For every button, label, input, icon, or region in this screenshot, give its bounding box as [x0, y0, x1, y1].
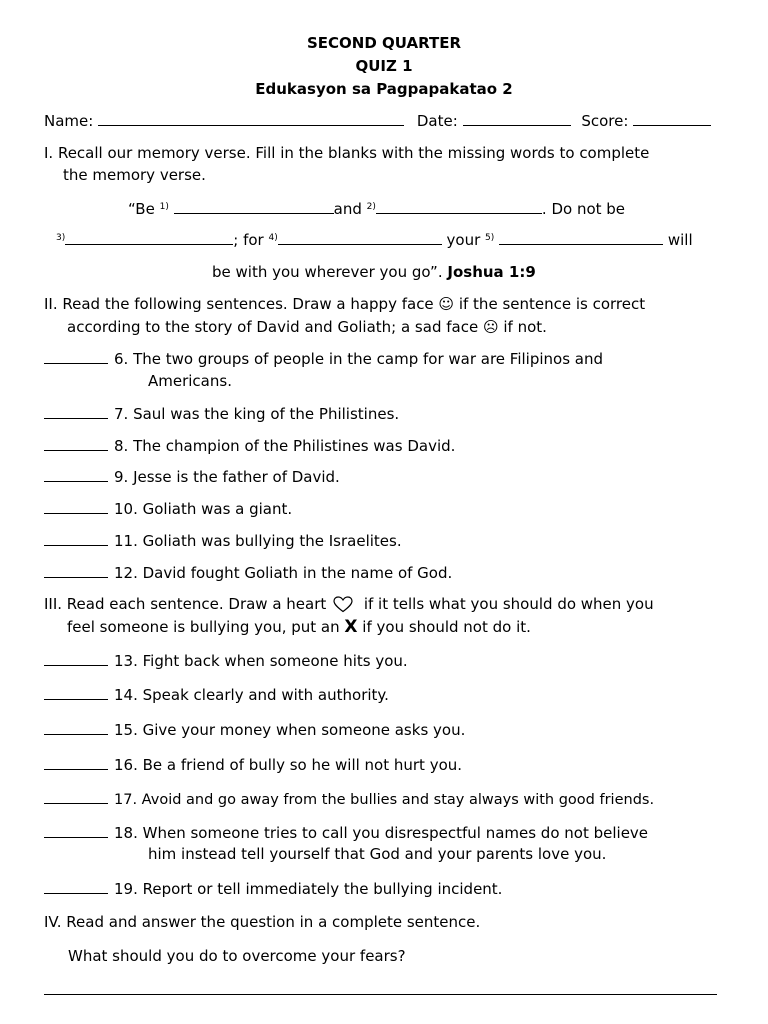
list-item: 9. Jesse is the father of David.	[44, 467, 340, 486]
date-label: Date:	[416, 112, 458, 130]
list-item: 13. Fight back when someone hits you.	[44, 651, 408, 670]
answer-blank[interactable]	[44, 789, 108, 804]
answer-blank[interactable]	[44, 563, 108, 578]
name-label: Name:	[44, 112, 94, 130]
list-item-cont: him instead tell yourself that God and your parents love you.	[148, 845, 607, 863]
part2-instruction-cont: according to the story of David and Goliath; a sad face ☹ if not.	[67, 318, 547, 336]
list-item: 8. The champion of the Philistines was David.	[44, 436, 455, 455]
answer-blank[interactable]	[44, 467, 108, 482]
list-item: 18. When someone tries to call you disrespectful names do not believe	[44, 823, 648, 842]
verse-blank-5[interactable]	[499, 230, 663, 245]
verse-blank-4[interactable]	[278, 230, 442, 245]
x-mark: X	[344, 617, 358, 637]
blank-number-2: 2)	[366, 202, 376, 212]
score-blank[interactable]	[633, 111, 711, 126]
part2-instruction: II. Read the following sentences. Draw a happy face ☺ if the sentence is correct	[44, 295, 646, 313]
part3-instruction: III. Read each sentence. Draw a heart if it tells what you should do when you	[44, 595, 654, 613]
list-item: 12. David fought Goliath in the name of God.	[44, 563, 452, 582]
part1-instruction-cont: the memory verse.	[63, 166, 206, 184]
quiz-title: QUIZ 1	[355, 57, 413, 75]
answer-blank[interactable]	[44, 531, 108, 546]
answer-blank[interactable]	[44, 823, 108, 838]
blank-number-1: 1)	[159, 202, 169, 212]
blank-number-4: 4)	[268, 233, 278, 243]
blank-number-5: 5)	[485, 233, 495, 243]
verse-line-2: $^{3)}$ ; for $^{4)}$ your $^{5)}$ will	[56, 231, 693, 249]
quarter-title: SECOND QUARTER	[306, 34, 462, 52]
name-blank[interactable]	[98, 111, 404, 126]
list-item: 6. The two groups of people in the camp for war are Filipinos and	[44, 349, 603, 368]
answer-blank[interactable]	[44, 685, 108, 700]
answer-blank[interactable]	[44, 349, 108, 364]
info-line	[44, 111, 711, 130]
score-label: Score:	[581, 112, 629, 130]
heart-icon	[333, 596, 353, 613]
answer-blank[interactable]	[44, 651, 108, 666]
list-item: 7. Saul was the king of the Philistines.	[44, 404, 399, 423]
blank-number-3: 3)	[56, 233, 66, 243]
list-item: 15. Give your money when someone asks you.	[44, 720, 465, 739]
subject-title: Edukasyon sa Pagpapakatao 2	[255, 80, 513, 98]
answer-blank[interactable]	[44, 879, 108, 894]
answer-blank[interactable]	[44, 499, 108, 514]
verse-line-1: “Be $^{1)}$ and $^{2)}$ . Do not be	[128, 200, 626, 218]
verse-blank-1[interactable]	[174, 199, 334, 214]
list-item: 10. Goliath was a giant.	[44, 499, 292, 518]
list-item: 11. Goliath was bullying the Israelites.	[44, 531, 402, 550]
answer-line[interactable]	[44, 994, 717, 995]
list-item: 14. Speak clearly and with authority.	[44, 685, 389, 704]
verse-blank-3[interactable]	[65, 230, 233, 245]
list-item: 16. Be a friend of bully so he will not hurt you.	[44, 755, 462, 774]
verse-blank-2[interactable]	[376, 199, 542, 214]
date-blank[interactable]	[463, 111, 571, 126]
part4-instruction: IV. Read and answer the question in a complete sentence.	[44, 913, 481, 931]
part3-instruction-cont: feel someone is bullying you, put an X if you should not do it.	[67, 617, 531, 637]
verse-reference: Joshua 1:9	[447, 263, 536, 281]
answer-blank[interactable]	[44, 404, 108, 419]
answer-blank[interactable]	[44, 755, 108, 770]
list-item: 19. Report or tell immediately the bullying incident.	[44, 879, 502, 898]
list-item-cont: Americans.	[148, 372, 232, 390]
part4-question: What should you do to overcome your fears?	[68, 947, 406, 965]
answer-blank[interactable]	[44, 720, 108, 735]
answer-blank[interactable]	[44, 436, 108, 451]
verse-line-3: be with you wherever you go”. Joshua 1:9	[212, 263, 536, 281]
list-item: 17. Avoid and go away from the bullies and stay always with good friends.	[44, 789, 654, 808]
part1-instruction: I. Recall our memory verse. Fill in the blanks with the missing words to complete	[44, 144, 650, 162]
